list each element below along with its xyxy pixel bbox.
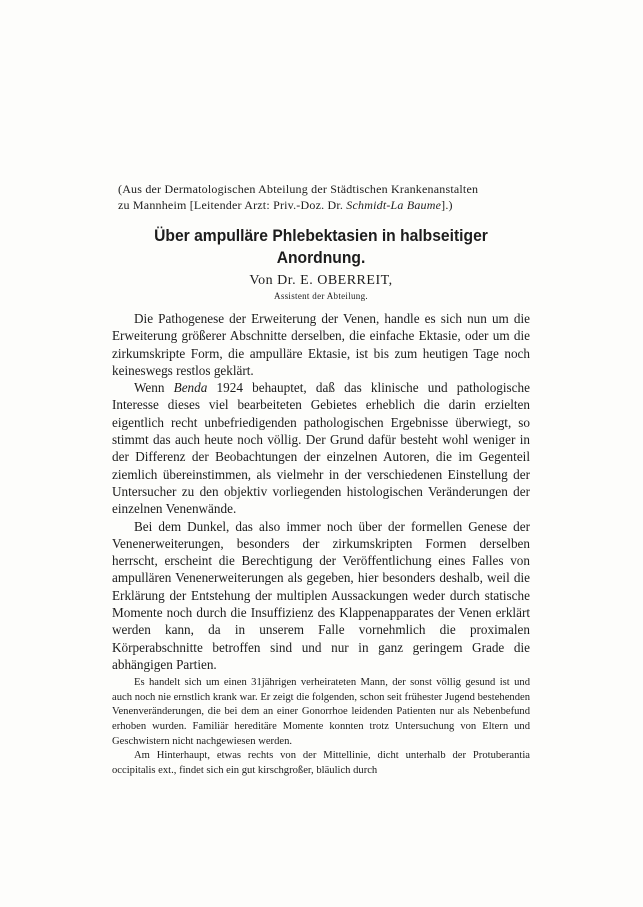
body-paragraph-3: Bei dem Dunkel, das also immer noch über der formellen Genese der Venenerweiterungen, besonders der zirkumskripten Formen derselben herrscht, erscheint die Berechtigung der Veröffentlichung eines Falles von ampullären Venenerweiterungen als gegeben, hier besonders deshalb, weil die Erklärung der Entstehung der multiplen Aussackungen weder durch statische Momente noch durch die Insuffizienz des Klappenapparates der Venen erklärt werden kann, da in unserem Falle vornehmlich die proximalen Körperabschnitte betroffen sind und nur in ganz geringem Grade die abhängigen Partien. [112,518,530,672]
author-line: Von Dr. E. OBERREIT, [249,273,393,288]
case-report-paragraph-1: Es handelt sich um einen 31jährigen verheirateten Mann, der sonst völlig gesund ist und auch noch nie ernstlich krank war. Er zeigt die folgenden, schon seit frühester Jugend bestehenden Venenveränderungen, die bei dem an einer Gonorrhoe leidenden Patienten nur als Nebenbefund erhoben wurden. Familiär hereditäre Momente konnten trotz Untersuchung von Eltern und Geschwistern nicht nachgewiesen werden. [112,677,530,747]
body-paragraph-1: Die Pathogenese der Erweiterung der Venen, handle es sich nun um die Erweiterung größerer Abschnitte derselben, die einfache Ektasie, oder um die zirkumskripte Form, die ampulläre Ektasie, ist bis zum heutigen Tage noch keineswegs restlos geklärt. [112,311,530,378]
article-page [112,181,530,778]
case-report [112,676,530,778]
body-paragraph-2 [112,379,530,517]
paragraph-2-prefix: Wenn [134,380,174,396]
article-title: Über ampulläre Phlebektasien in halbseitiger Anordnung. [154,226,488,267]
affiliation-note [112,181,530,213]
cited-author-name: Benda [173,380,208,396]
affiliation-line-2-prefix: zu Mannheim [Leitender Arzt: Priv.-Doz. Dr. [118,198,347,212]
affiliation-line-1: (Aus der Dermatologischen Abteilung der Städtischen Krankenanstalten [118,182,479,196]
affiliation-line-2 [118,197,530,213]
affiliation-line-2-suffix: ].) [441,198,453,212]
department-head-name: Schmidt-La Baume [346,198,442,212]
author-role: Assistent der Abteilung. [274,291,368,301]
paragraph-2-text: 1924 behauptet, daß das klinische und pathologische Interesse dieses viel bearbeiteten Gebietes erheblich die darin erzielten eigentlich recht unbefriedigenden pathologischen Ergebnisse überwiegt, so stimmt das auch heute noch völlig. Der Grund dafür besteht wohl weniger in der Differenz der Beobachtungen der einzelnen Autoren, die im Gegenteil ziemlich übereinstimmen, als vielmehr in der verschiedenen Einstellung der Untersucher zu den objektiv vorliegenden histologischen Veränderungen der einzelnen Venenwände. [112,380,530,517]
case-report-paragraph-2: Am Hinterhaupt, etwas rechts von der Mittellinie, dicht unterhalb der Protuberantia occipitalis ext., findet sich ein gut kirschgroßer, bläulich durch [112,750,530,776]
article-body [112,310,530,673]
